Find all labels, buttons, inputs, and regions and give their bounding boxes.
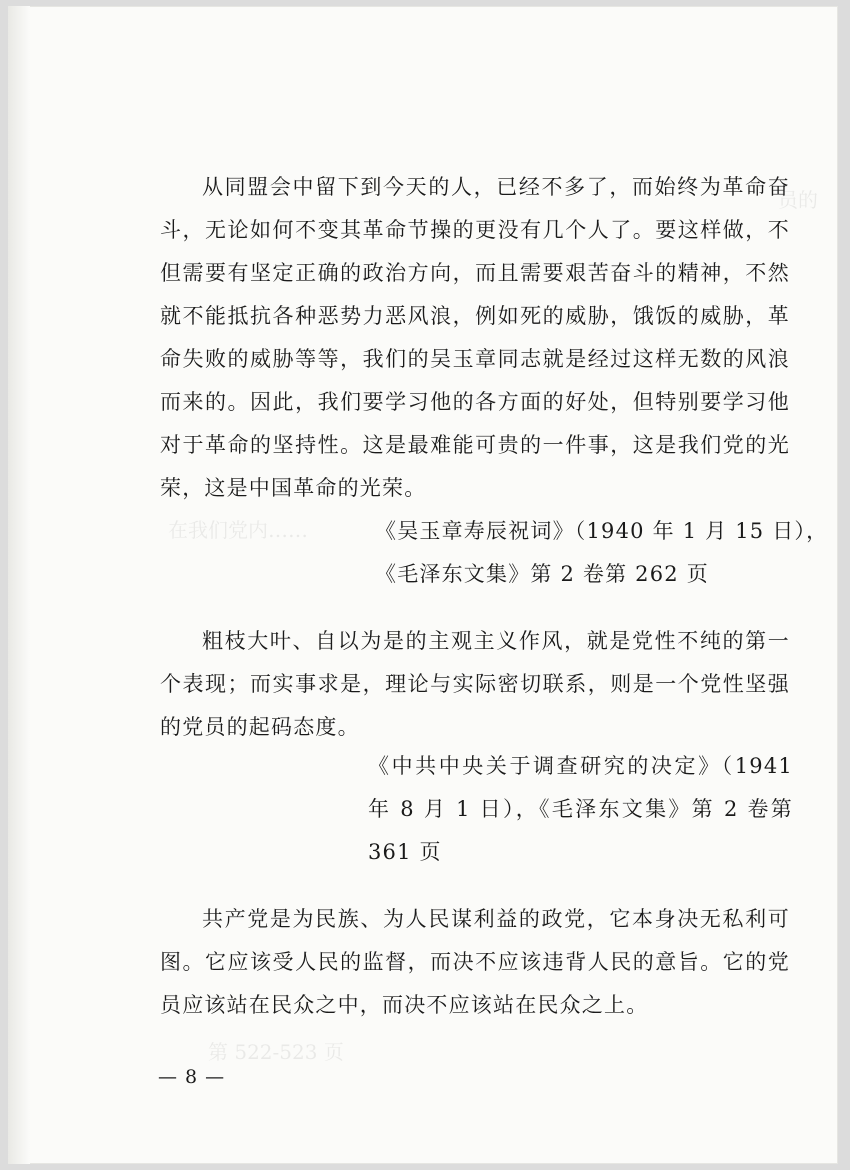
page-number: — 8 — (158, 1066, 226, 1088)
show-through-mark: 员的 (778, 188, 818, 212)
show-through-mark: 第 522-523 页 (208, 1040, 344, 1064)
paragraph-text: 粗枝大叶、自以为是的主观主义作风，就是党性不纯的第一个表现；而实事求是，理论与实际密切联系，则是一个党性坚强的党员的起码态度。 (160, 629, 790, 739)
citation-2: 《中共中央关于调查研究的决定》（1941 年 8 月 1 日），《毛泽东文集》第 2 卷第 361 页 (368, 754, 793, 864)
document-page (8, 6, 838, 1164)
paragraph-text: 共产党是为民族、为人民谋利益的政党，它本身决无私利可图。它应该受人民的监督，而决不应该违背人民的意旨。它的党员应该站在民众之中，而决不应该站在民众之上。 (160, 907, 790, 1017)
scan-edge-shadow (8, 6, 30, 1164)
paragraph-1 (160, 166, 790, 510)
paragraph-2 (160, 620, 790, 749)
paragraph-text: 从同盟会中留下到今天的人，已经不多了，而始终为革命奋斗，无论如何不变其革命节操的更没有几个人了。要这样做，不但需要有坚定正确的政治方向，而且需要艰苦奋斗的精神，不然就不能抵抗各种恶势力恶风浪，例如死的威胁，饿饭的威胁，革命失败的威胁等等，我们的吴玉章同志就是经过这样无数的风浪而来的。因此，我们要学习他的各方面的好处，但特别要学习他对于革命的坚持性。这是最难能可贵的一件事，这是我们党的光荣，这是中国革命的光荣。 (160, 175, 790, 500)
paragraph-3 (160, 898, 790, 1027)
citation-1-line-2: 《毛泽东文集》第 2 卷第 262 页 (375, 562, 709, 586)
citation-1-line-1: 《吴玉章寿辰祝词》（1940 年 1 月 15 日）， (375, 519, 829, 543)
show-through-mark: 在我们党内…… (168, 518, 308, 542)
